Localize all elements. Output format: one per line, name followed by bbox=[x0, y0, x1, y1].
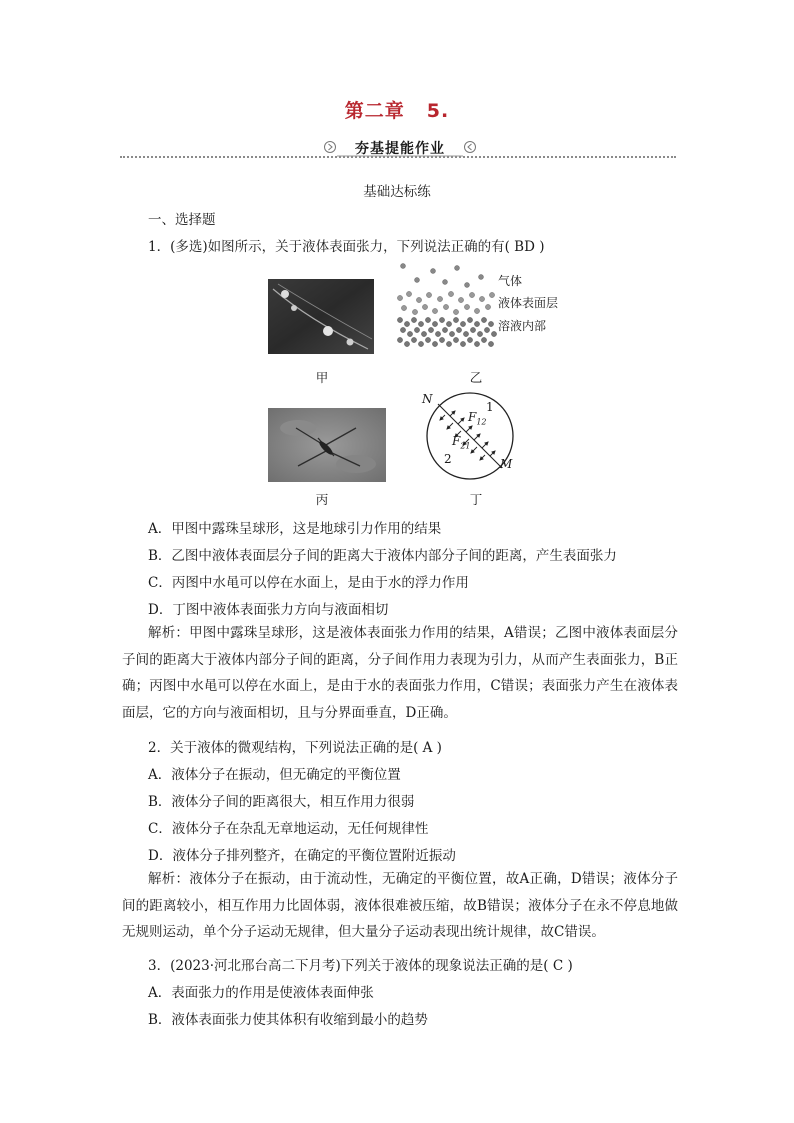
q2-option-a: A．液体分子在振动，但无确定的平衡位置 bbox=[148, 767, 401, 783]
label-liquid-interior: 溶液内部 bbox=[498, 319, 547, 333]
figure-jia-dewdrops-photo bbox=[268, 279, 374, 354]
label-f12: $F_{12}$ bbox=[468, 410, 487, 427]
label-n: N bbox=[422, 392, 433, 406]
q1-option-d: D．丁图中液体表面张力方向与液面相切 bbox=[148, 602, 389, 618]
q1-option-a: A．甲图中露珠呈球形，这是地球引力作用的结果 bbox=[148, 521, 442, 537]
section-number: 5. bbox=[426, 100, 450, 122]
q3-stem: 3．(2023·河北邢台高二下月考)下列关于液体的现象说法正确的是( C ) bbox=[148, 958, 573, 974]
label-surface-layer: 液体表面层 bbox=[498, 296, 559, 310]
q1-option-c: C．丙图中水黾可以停在水面上，是由于水的浮力作用 bbox=[148, 575, 469, 591]
banner-title: 夯基提能作业 bbox=[355, 141, 445, 157]
caption-ding: 丁 bbox=[469, 492, 483, 507]
section-title: 基础达标练 bbox=[363, 184, 431, 200]
caption-bing: 丙 bbox=[315, 492, 329, 507]
q3-option-a: A．表面张力的作用是使液体表面伸张 bbox=[148, 985, 374, 1001]
q2-option-b: B．液体分子间的距离很大，相互作用力很弱 bbox=[148, 794, 415, 810]
page-title bbox=[0, 96, 794, 123]
label-m: M bbox=[500, 457, 513, 471]
part-title: 一、选择题 bbox=[148, 212, 216, 228]
q1-analysis: 解析：甲图中露珠呈球形，这是液体表面张力作用的结果，A错误；乙图中液体表面层分子间的距离大于液体内部分子间的距离，分子间作用力表现为引力，从而产生表面张力，B正确；丙图中水黾可以停在水面上，是由于水的表面张力作用，C错误；表面张力产生在液体表面层，它的方向与液面相切，且与分界面垂直，D正确。 bbox=[122, 625, 678, 721]
caption-jia: 甲 bbox=[315, 370, 329, 385]
label-region-2: 2 bbox=[444, 452, 452, 466]
figure-bing-water-strider-photo bbox=[268, 408, 386, 482]
q2-option-d: D．液体分子排列整齐，在确定的平衡位置附近振动 bbox=[148, 848, 456, 864]
q2-stem: 2．关于液体的微观结构，下列说法正确的是( A ) bbox=[148, 740, 442, 756]
caption-yi: 乙 bbox=[469, 370, 483, 385]
q1-option-b: B．乙图中液体表面层分子间的距离大于液体内部分子间的距离，产生表面张力 bbox=[148, 548, 617, 564]
label-region-1: 1 bbox=[486, 400, 494, 414]
label-f21: $F_{21}$ bbox=[452, 434, 471, 451]
chapter-label: 第二章 bbox=[344, 100, 405, 122]
label-gas: 气体 bbox=[498, 274, 523, 288]
header-divider bbox=[120, 156, 676, 160]
q3-option-b: B．液体表面张力使其体积有收缩到最小的趋势 bbox=[148, 1012, 428, 1028]
q2-analysis: 解析：液体分子在振动，由于流动性，无确定的平衡位置，故A正确，D错误；液体分子间的距离较小，相互作用力比固体弱，液体很难被压缩，故B错误；液体分子在永不停息地做无规则运动，单个分子运动无规律，但大量分子运动表现出统计规律，故C错误。 bbox=[122, 871, 678, 940]
q1-stem: 1．(多选)如图所示，关于液体表面张力，下列说法正确的有( BD ) bbox=[148, 239, 545, 255]
q2-option-c: C．液体分子在杂乱无章地运动，无任何规律性 bbox=[148, 821, 429, 837]
